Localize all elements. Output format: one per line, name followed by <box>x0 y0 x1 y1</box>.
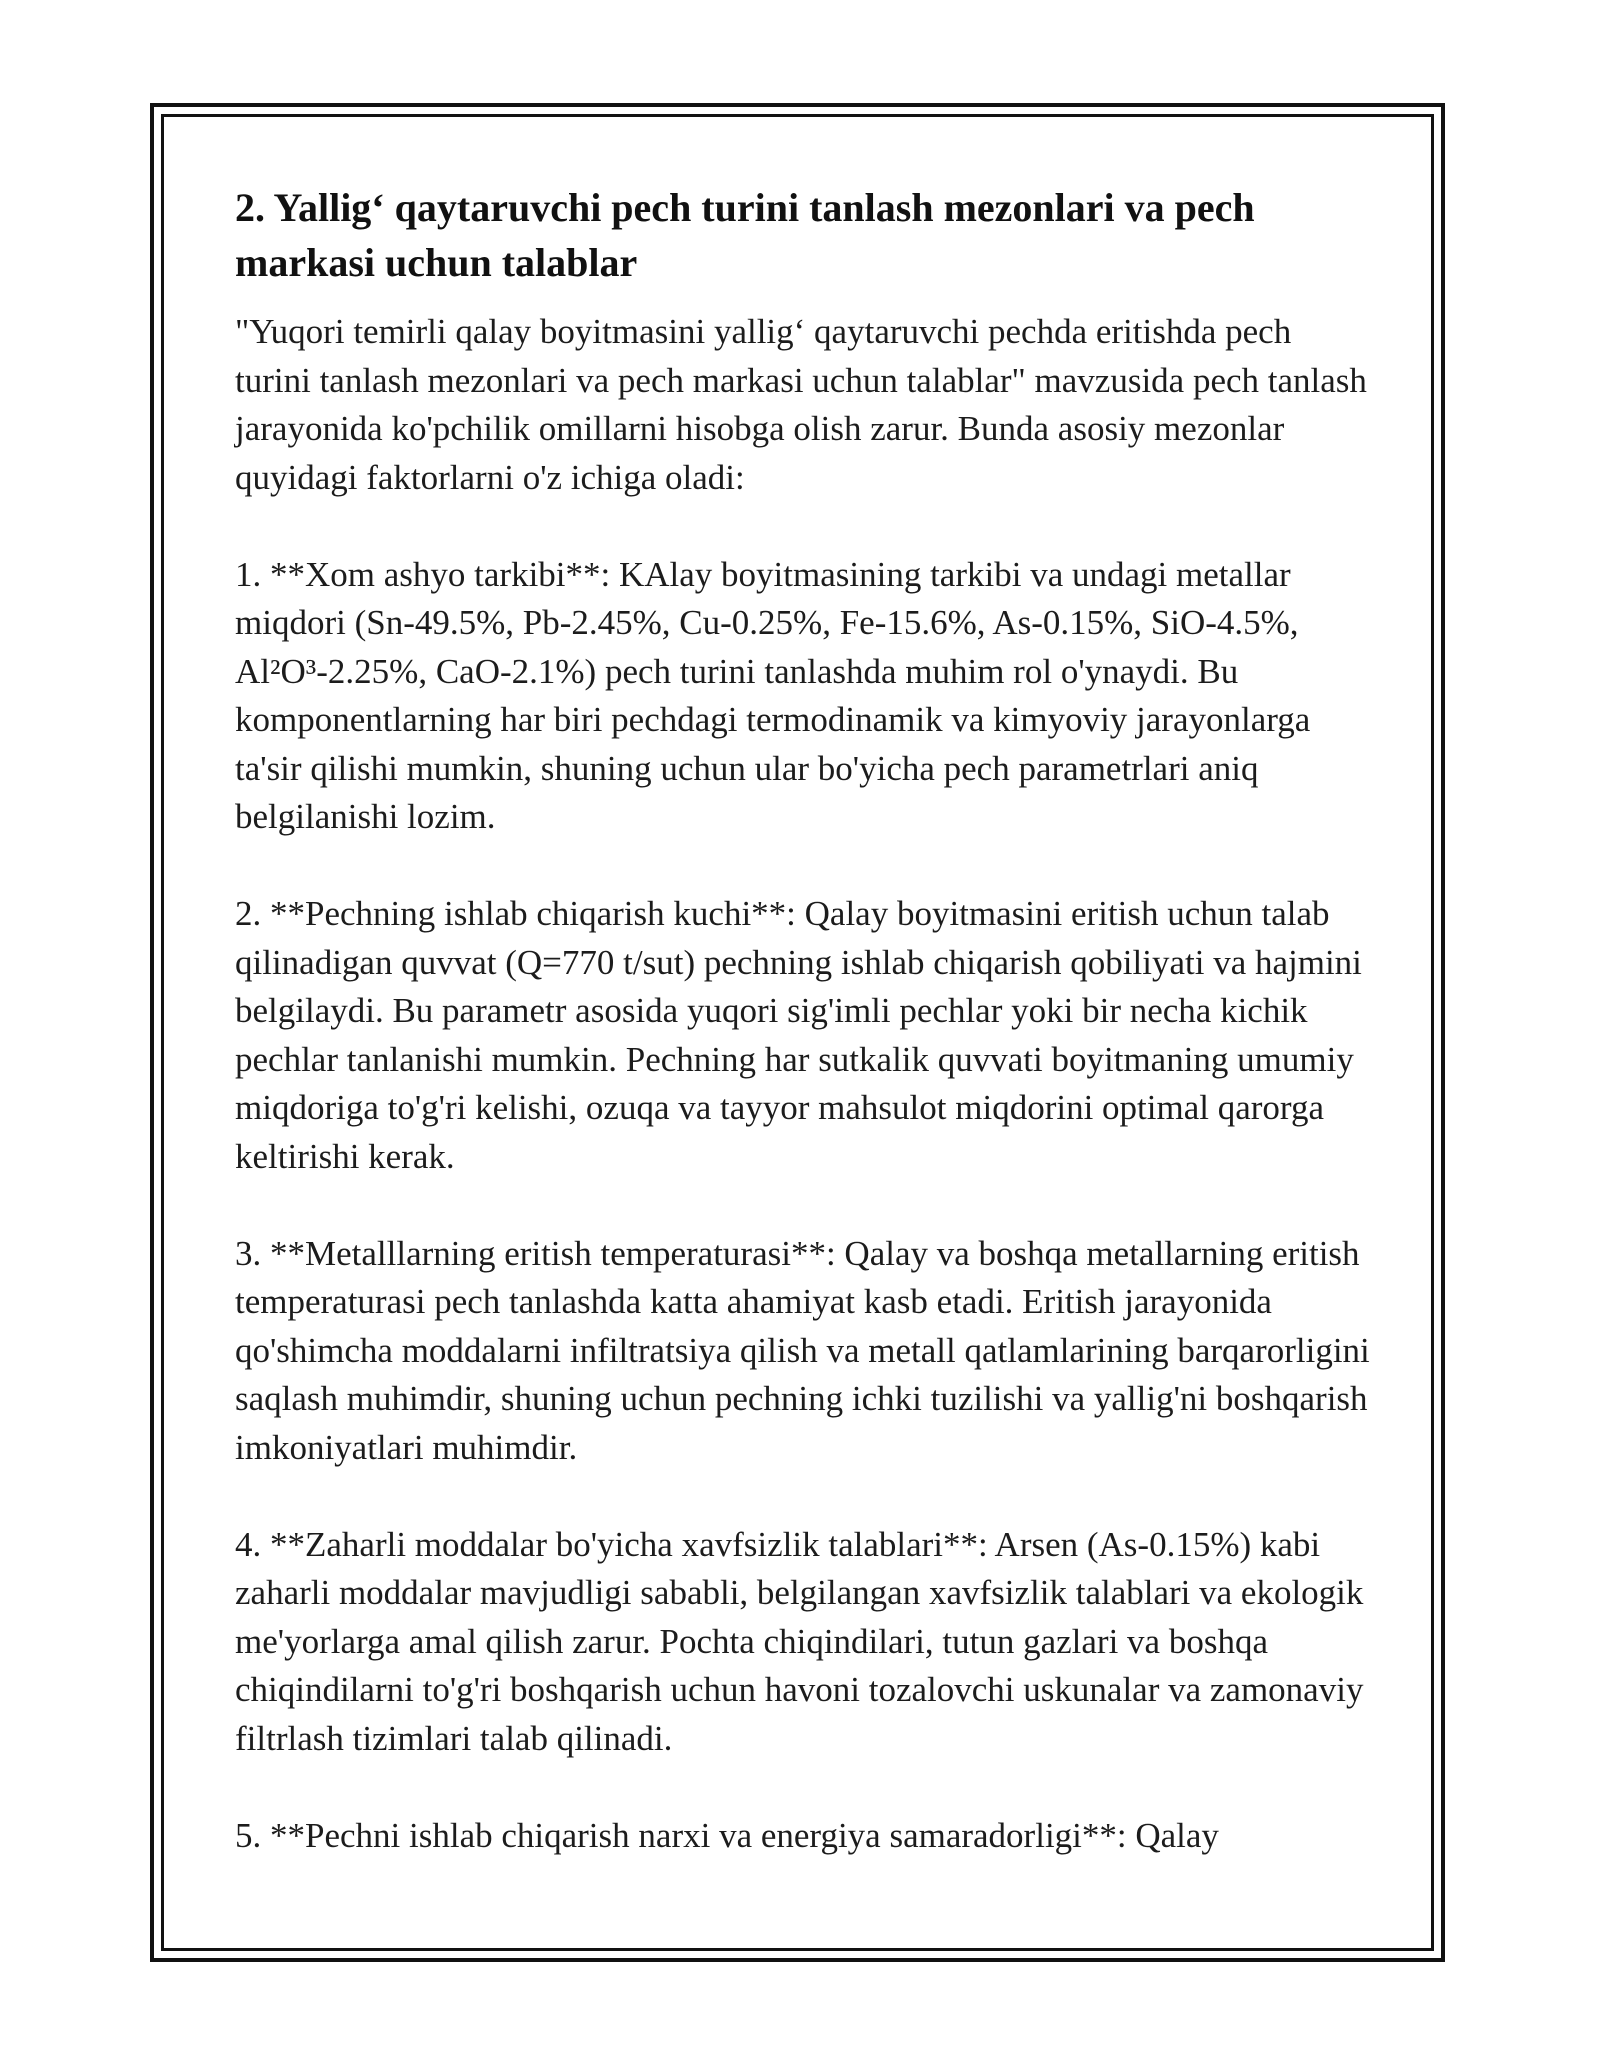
document-title: 2. Yallig‘ qaytaruvchi pech turini tanlash mezonlari va pech markasi uchun talablar <box>235 185 1255 285</box>
paragraph-safety-requirements: 4. **Zaharli moddalar bo'yicha xavfsizlik talablari**: Arsen (As-0.15%) kabi zaharli moddalar mavjudligi sababli, belgilangan xavfsizlik talablari va ekologik me'yorlarga amal qilish zarur. Pochta chiqindilari, tutun gazlari va boshqa chiqindilarni to'g'ri boshqarish uchun havoni tozalovchi uskunalar va zamonaviy filtrlash tizimlari talab qilinadi. <box>235 1524 1364 1758</box>
paragraph-production-capacity: 2. **Pechning ishlab chiqarish kuchi**: Qalay boyitmasini eritish uchun talab qilinadigan quvvat (Q=770 t/sut) pechning ishlab chiqarish qobiliyati va hajmini belgilaydi. Bu parametr asosida yuqori sig'imli pechlar yoki bir necha kichik pechlar tanlanishi mumkin. Pechning har sutkalik quvvati boyitmaning umumiy miqdoriga to'g'ri kelishi, ozuqa va tayyor mahsulot miqdorini optimal qarorga keltirishi kerak. <box>235 894 1362 1176</box>
paragraph-melting-temperature: 3. **Metalllarning eritish temperaturasi**: Qalay va boshqa metallarning eritish temperaturasi pech tanlashda katta ahamiyat kasb etadi. Eritish jarayonida qo'shimcha moddalarni infiltratsiya qilish va metall qatlamlarining barqarorligini saqlash muhimdir, shuning uchun pechning ichki tuzilishi va yallig'ni boshqarish imkoniyatlari muhimdir. <box>235 1233 1370 1467</box>
paragraph-cost-efficiency: 5. **Pechni ishlab chiqarish narxi va energiya samaradorligi**: Qalay <box>235 1815 1219 1855</box>
paragraph-raw-material: 1. **Xom ashyo tarkibi**: KAlay boyitmasining tarkibi va undagi metallar miqdori (Sn-49.5%, Pb-2.45%, Cu-0.25%, Fe-15.6%, As-0.15%, SiO-4.5%, Al²O³-2.25%, CaO-2.1%) pech turini tanlashda muhim rol o'ynaydi. Bu komponentlarning har biri pechdagi termodinamik va kimyoviy jarayonlarga ta'sir qilishi mumkin, shuning uchun ular bo'yicha pech parametrlari aniq belgilanishi lozim. <box>235 554 1311 836</box>
document-body <box>235 180 1375 1860</box>
paragraph-intro: "Yuqori temirli qalay boyitmasini yallig‘ qaytaruvchi pechda eritishda pech turini tanlash mezonlari va pech markasi uchun talablar" mavzusida pech tanlash jarayonida ko'pchilik omillarni hisobga olish zarur. Bunda asosiy mezonlar quyidagi faktorlarni o'z ichiga oladi: <box>235 312 1367 497</box>
